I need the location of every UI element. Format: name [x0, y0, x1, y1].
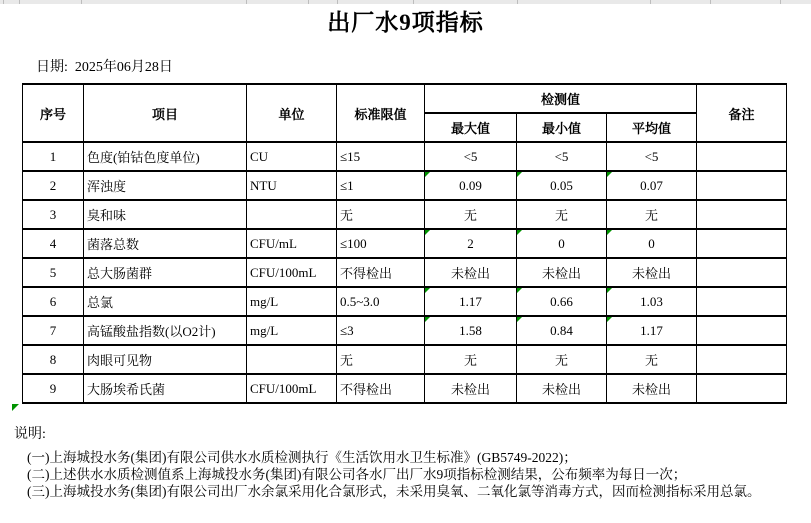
cell-avg: 未检出 [607, 258, 697, 287]
table-row [23, 142, 787, 171]
cell-avg: 未检出 [607, 374, 697, 403]
cell-seq: 6 [23, 287, 84, 316]
green-flag-icon [425, 288, 430, 293]
green-flag-icon [607, 230, 612, 235]
cell-min: 0 [517, 229, 607, 258]
cell-max: 未检出 [425, 374, 517, 403]
cell-item: 浑浊度 [84, 171, 247, 200]
cell-seq: 3 [23, 200, 84, 229]
cell-remark [697, 229, 787, 258]
cell-item: 臭和味 [84, 200, 247, 229]
cell-seq: 5 [23, 258, 84, 287]
cell-remark [697, 142, 787, 171]
cell-unit: mg/L [247, 316, 337, 345]
cell-remark [697, 200, 787, 229]
table-row [23, 287, 787, 316]
cell-avg: 0 [607, 229, 697, 258]
cell-avg: 1.17 [607, 316, 697, 345]
note-line: (三)上海城投水务(集团)有限公司出厂水余氯采用化合氯形式，未采用臭氧、二氧化氯等消毒方式，因而检测指标采用总氯。 [27, 484, 761, 499]
cell-unit: CU [247, 142, 337, 171]
cell-unit [247, 200, 337, 229]
cell-unit: CFU/100mL [247, 374, 337, 403]
cell-remark [697, 316, 787, 345]
cell-min: 无 [517, 200, 607, 229]
cell-max: 1.58 [425, 316, 517, 345]
cell-item: 高锰酸盐指数(以O2计) [84, 316, 247, 345]
cell-min: 未检出 [517, 258, 607, 287]
cell-seq: 8 [23, 345, 84, 374]
note-line: (二)上述供水水质检测值系上海城投水务(集团)有限公司各水厂出厂水9项指标检测结果，公布频率为每日一次； [27, 467, 687, 482]
cell-item: 肉眼可见物 [84, 345, 247, 374]
cell-unit: CFU/mL [247, 229, 337, 258]
col-header-seq: 序号 [23, 84, 84, 142]
date-label: 日期: [36, 60, 68, 75]
green-flag-icon [425, 172, 430, 177]
report-date [36, 56, 173, 76]
green-flag-icon [425, 317, 430, 322]
green-flag-icon [607, 317, 612, 322]
col-header-unit: 单位 [247, 84, 337, 142]
cell-remark [697, 374, 787, 403]
cell-remark [697, 171, 787, 200]
cell-max: 无 [425, 200, 517, 229]
green-flag-icon [607, 288, 612, 293]
cell-limit: 无 [337, 345, 425, 374]
table-row [23, 345, 787, 374]
cell-max: 1.17 [425, 287, 517, 316]
col-header-min: 最小值 [517, 113, 607, 142]
col-header-limit: 标准限值 [337, 84, 425, 142]
green-flag-icon [607, 172, 612, 177]
green-flag-icon [517, 317, 522, 322]
note-line: (一)上海城投水务(集团)有限公司供水水质检测执行《生活饮用水卫生标准》(GB5749-2022)； [27, 450, 577, 465]
excel-flag-marker-icon [12, 404, 19, 411]
cell-seq: 9 [23, 374, 84, 403]
cell-item: 大肠埃希氏菌 [84, 374, 247, 403]
page-title: 出厂水9项指标 [327, 10, 484, 35]
cell-min: <5 [517, 142, 607, 171]
notes-list [27, 449, 760, 500]
cell-avg: 无 [607, 345, 697, 374]
table-row [23, 258, 787, 287]
green-flag-icon [517, 288, 522, 293]
cell-max: 未检出 [425, 258, 517, 287]
cell-min: 0.05 [517, 171, 607, 200]
cell-limit: ≤100 [337, 229, 425, 258]
col-header-max: 最大值 [425, 113, 517, 142]
green-flag-icon [517, 172, 522, 177]
cell-max: <5 [425, 142, 517, 171]
col-header-avg: 平均值 [607, 113, 697, 142]
cell-limit: 不得检出 [337, 258, 425, 287]
cell-seq: 7 [23, 316, 84, 345]
table-row [23, 374, 787, 403]
cell-unit: mg/L [247, 287, 337, 316]
cell-item: 总大肠菌群 [84, 258, 247, 287]
green-flag-icon [425, 230, 430, 235]
col-header-item: 项目 [84, 84, 247, 142]
cell-min: 未检出 [517, 374, 607, 403]
cell-seq: 4 [23, 229, 84, 258]
table-row [23, 229, 787, 258]
green-flag-icon [517, 230, 522, 235]
cell-remark [697, 258, 787, 287]
table-row [23, 171, 787, 200]
cell-limit: 不得检出 [337, 374, 425, 403]
cell-seq: 2 [23, 171, 84, 200]
cell-max: 0.09 [425, 171, 517, 200]
table-row [23, 316, 787, 345]
table-row [23, 200, 787, 229]
notes-label: 说明: [14, 427, 46, 442]
cell-limit: ≤1 [337, 171, 425, 200]
cell-item: 色度(铂钴色度单位) [84, 142, 247, 171]
cell-item: 菌落总数 [84, 229, 247, 258]
col-header-detect-group: 检测值 [425, 84, 697, 113]
cell-avg: 0.07 [607, 171, 697, 200]
cell-item: 总氯 [84, 287, 247, 316]
cell-max: 无 [425, 345, 517, 374]
cell-max: 2 [425, 229, 517, 258]
cell-remark [697, 345, 787, 374]
indicators-table [22, 83, 787, 404]
cell-min: 无 [517, 345, 607, 374]
cell-limit: ≤15 [337, 142, 425, 171]
cell-avg: 无 [607, 200, 697, 229]
cell-seq: 1 [23, 142, 84, 171]
header-row-1 [23, 84, 787, 113]
cell-unit [247, 345, 337, 374]
cell-min: 0.84 [517, 316, 607, 345]
cell-limit: ≤3 [337, 316, 425, 345]
cell-limit: 无 [337, 200, 425, 229]
cell-unit: NTU [247, 171, 337, 200]
cell-limit: 0.5~3.0 [337, 287, 425, 316]
cell-min: 0.66 [517, 287, 607, 316]
cell-remark [697, 287, 787, 316]
cell-avg: 1.03 [607, 287, 697, 316]
col-header-remark: 备注 [697, 84, 787, 142]
cell-unit: CFU/100mL [247, 258, 337, 287]
date-value: 2025年06月28日 [74, 60, 173, 75]
cell-avg: <5 [607, 142, 697, 171]
